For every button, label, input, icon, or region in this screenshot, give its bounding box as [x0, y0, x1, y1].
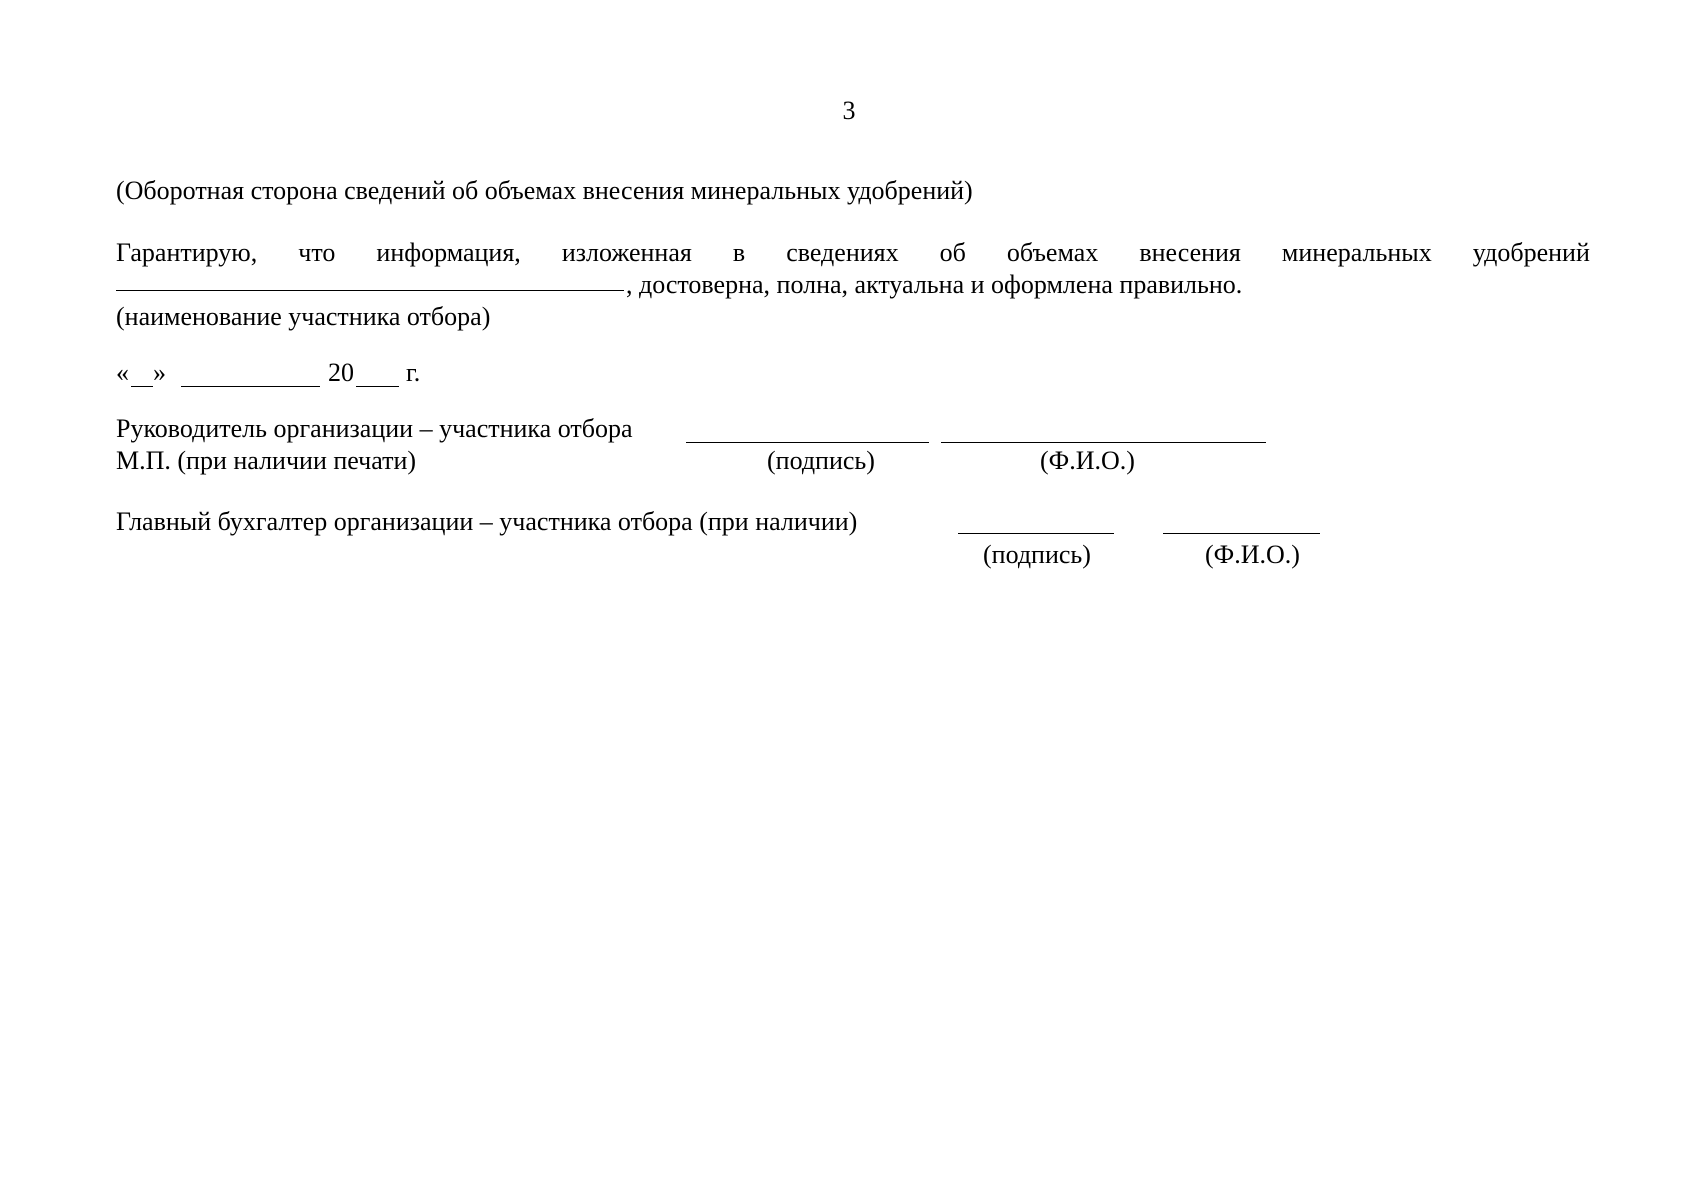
guarantee-statement-tail: , достоверна, полна, актуальна и оформлена правильно. — [626, 270, 1243, 299]
guarantee-word: удобрений — [1472, 238, 1590, 267]
page-number: 3 — [842, 96, 856, 125]
date-month-blank[interactable] — [181, 386, 320, 387]
participant-name-blank[interactable] — [116, 290, 624, 291]
guarantee-word: внесения — [1139, 238, 1241, 267]
guarantee-word: об — [939, 238, 966, 267]
date-day-blank[interactable] — [131, 386, 153, 387]
date-day-open-quote: « — [116, 358, 129, 387]
director-signature-caption: (подпись) — [767, 446, 875, 475]
chief-accountant-signature-caption: (подпись) — [983, 540, 1091, 569]
chief-accountant-signature-blank[interactable] — [958, 533, 1114, 534]
document-heading: (Оборотная сторона сведений об объемах внесения минеральных удобрений) — [116, 176, 973, 205]
date-year-blank[interactable] — [356, 386, 399, 387]
guarantee-word: минеральных — [1281, 238, 1432, 267]
stamp-note: М.П. (при наличии печати) — [116, 446, 417, 475]
director-label: Руководитель организации – участника отбора — [116, 414, 633, 443]
director-name-caption: (Ф.И.О.) — [1040, 446, 1135, 475]
guarantee-statement-line — [116, 240, 1590, 266]
guarantee-word: сведениях — [786, 238, 899, 267]
chief-accountant-name-blank[interactable] — [1163, 533, 1320, 534]
guarantee-word: информация, — [376, 238, 521, 267]
participant-name-caption: (наименование участника отбора) — [116, 302, 491, 331]
date-day-close-quote: » — [153, 358, 166, 387]
director-name-blank[interactable] — [941, 442, 1266, 443]
guarantee-word: в — [732, 238, 746, 267]
guarantee-word: объемах — [1006, 238, 1099, 267]
chief-accountant-label: Главный бухгалтер организации – участника отбора (при наличии) — [116, 507, 858, 536]
guarantee-word: изложенная — [561, 238, 692, 267]
chief-accountant-name-caption: (Ф.И.О.) — [1205, 540, 1300, 569]
date-year-prefix: 20 — [328, 358, 354, 387]
guarantee-word: что — [298, 238, 336, 267]
director-signature-blank[interactable] — [686, 442, 929, 443]
date-year-suffix: г. — [406, 358, 421, 387]
guarantee-word: Гарантирую, — [116, 238, 258, 267]
